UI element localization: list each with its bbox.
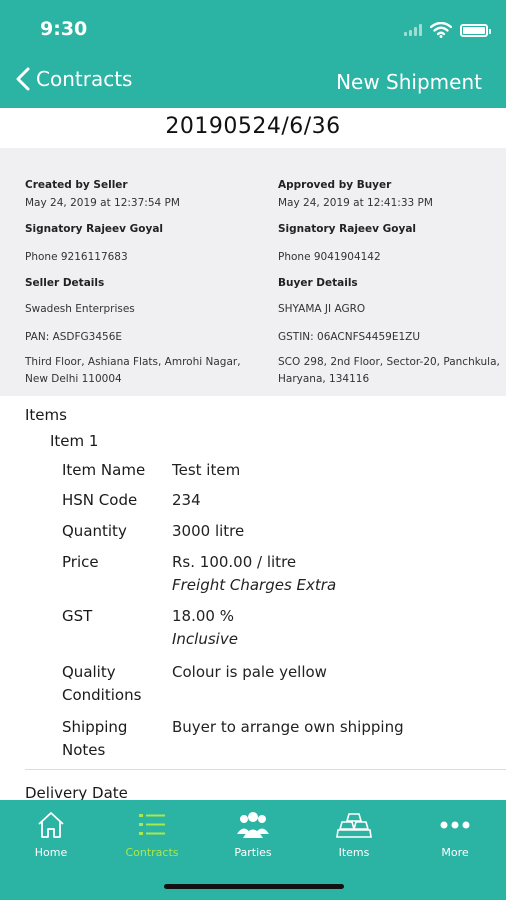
item-heading: Item 1 [50, 432, 99, 450]
tab-label: Contracts [125, 846, 179, 859]
items-section [0, 396, 506, 800]
divider [25, 769, 506, 770]
wifi-icon [430, 22, 452, 38]
detail-value: Test item [172, 461, 241, 479]
home-icon [36, 810, 66, 840]
tab-parties[interactable] [208, 810, 298, 859]
detail-label: Quantity [62, 522, 127, 540]
gst-note: Inclusive [172, 630, 238, 648]
detail-label: GST [62, 607, 93, 625]
tab-more[interactable] [410, 810, 500, 859]
tab-contracts[interactable] [107, 810, 197, 859]
parties-panel [0, 148, 506, 396]
seller-details-label: Seller Details [25, 277, 105, 289]
detail-value: 3000 litre [172, 522, 245, 540]
seller-created-label: Created by Seller [25, 179, 128, 191]
detail-row-quality-conditions [62, 661, 482, 707]
detail-label: Price [62, 553, 99, 571]
price-note: Freight Charges Extra [172, 576, 337, 594]
buyer-signatory: Signatory Rajeev Goyal [278, 223, 417, 235]
back-button-label: Contracts [36, 67, 133, 91]
seller-phone: Phone 9216117683 [25, 251, 128, 263]
back-button[interactable] [14, 66, 132, 92]
detail-value: 234 [172, 491, 201, 509]
detail-row-shipping-notes [62, 716, 482, 762]
cellular-signal-icon [404, 24, 422, 36]
detail-value: Buyer to arrange own shipping [172, 718, 404, 736]
buyer-address: SCO 298, 2nd Floor, Sector-20, Panchkula, Haryana, 134116 [278, 356, 500, 385]
tab-home[interactable] [6, 810, 96, 859]
seller-name: Swadesh Enterprises [25, 303, 135, 315]
seller-address: Third Floor, Ashiana Flats, Amrohi Nagar, New Delhi 110004 [25, 356, 241, 385]
buyer-name: SHYAMA JI AGRO [278, 303, 366, 315]
items-heading: Items [25, 406, 67, 424]
people-icon [235, 810, 271, 840]
contract-number: 20190524/6/36 [165, 114, 341, 139]
detail-label: Shipping Notes [62, 718, 128, 759]
detail-row-quantity [62, 520, 482, 543]
top-bar [0, 0, 506, 108]
seller-signatory: Signatory Rajeev Goyal [25, 223, 164, 235]
detail-value: Colour is pale yellow [172, 663, 327, 681]
tab-items[interactable] [309, 810, 399, 859]
buyer-details-label: Buyer Details [278, 277, 358, 289]
detail-label: HSN Code [62, 491, 138, 509]
seller-pan: PAN: ASDFG3456E [25, 331, 123, 343]
detail-value: 18.00 % [172, 607, 234, 625]
tab-label: Home [34, 846, 68, 859]
detail-value: Rs. 100.00 / litre [172, 553, 297, 571]
home-indicator[interactable] [164, 884, 344, 889]
seller-created-time: May 24, 2019 at 12:37:54 PM [25, 197, 180, 209]
battery-icon [460, 24, 488, 37]
detail-label: Quality Conditions [62, 663, 142, 704]
detail-row-item-name [62, 459, 482, 482]
buyer-approved-label: Approved by Buyer [278, 179, 392, 191]
more-dots-icon [437, 810, 473, 840]
status-icons [404, 22, 488, 38]
tab-label: More [441, 846, 469, 859]
status-time: 9:30 [40, 18, 88, 40]
tab-label: Items [338, 846, 370, 859]
detail-row-hsn-code [62, 489, 482, 512]
buyer-column [278, 176, 506, 388]
detail-row-gst [62, 605, 482, 651]
seller-column [25, 176, 255, 388]
stacked-bars-icon [336, 810, 372, 840]
buyer-gstin: GSTIN: 06ACNFS4459E1ZU [278, 331, 421, 343]
list-icon [137, 810, 167, 840]
buyer-approved-time: May 24, 2019 at 12:41:33 PM [278, 197, 433, 209]
detail-row-price [62, 551, 482, 597]
chevron-left-icon [14, 66, 32, 92]
buyer-phone: Phone 9041904142 [278, 251, 381, 263]
new-shipment-button[interactable]: New Shipment [336, 70, 482, 94]
detail-label: Item Name [62, 461, 146, 479]
tab-label: Parties [234, 846, 272, 859]
delivery-date-heading: Delivery Date [25, 784, 128, 800]
